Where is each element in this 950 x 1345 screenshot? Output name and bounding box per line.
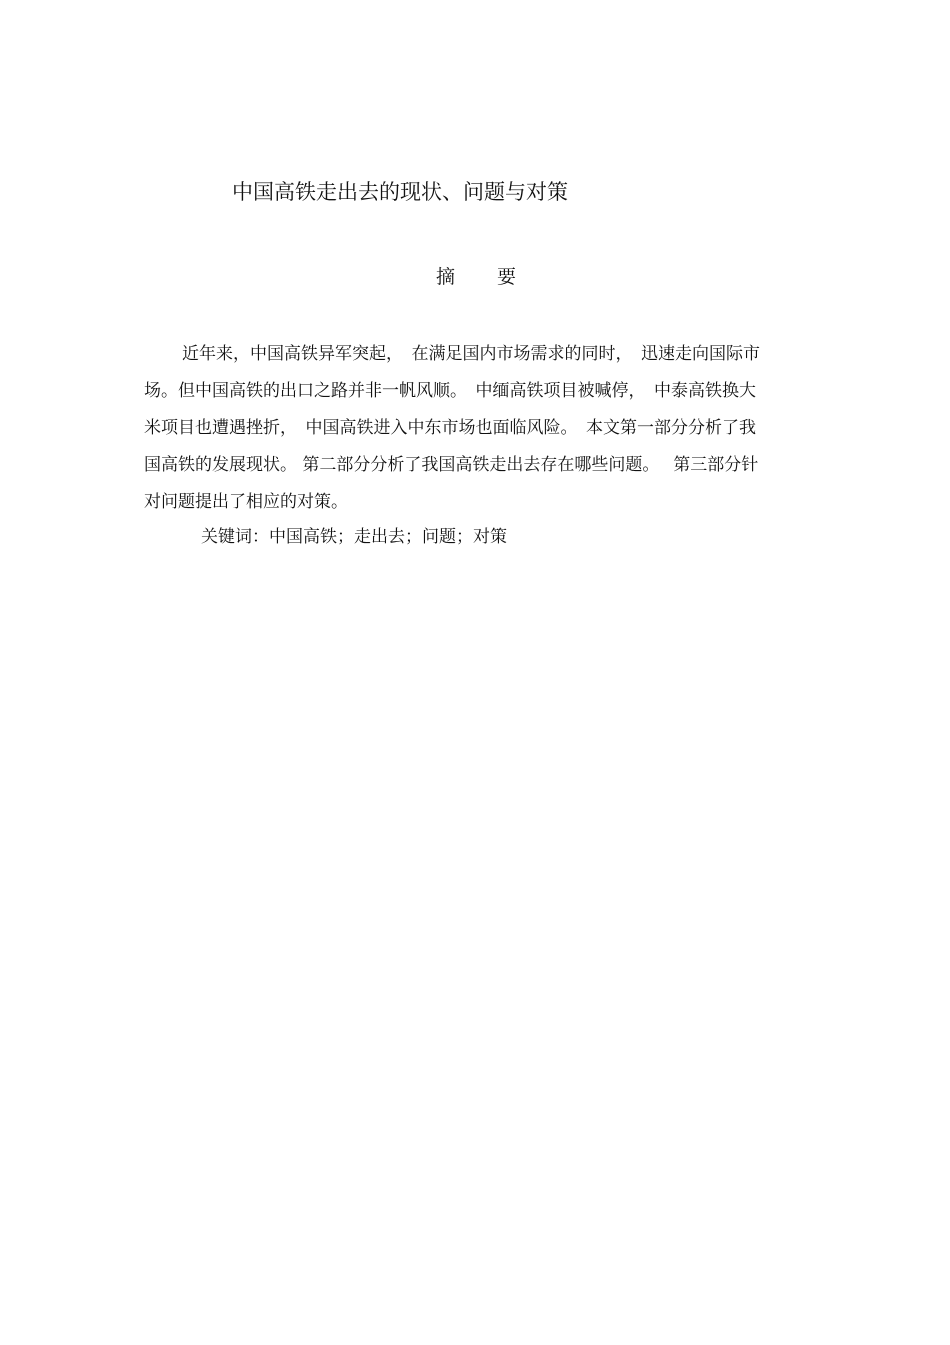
abstract-heading-char-2: 要 <box>497 266 517 288</box>
document-title: 中国高铁走出去的现状、问题与对策 <box>232 180 568 204</box>
abstract-line: 国高铁的发展现状。 第二部分分析了我国高铁走出去存在哪些问题。 第三部分针 <box>144 455 759 475</box>
abstract-line: 场。但中国高铁的出口之路并非一帆风顺。 中缅高铁项目被喊停， 中泰高铁换大 <box>144 381 756 401</box>
abstract-body <box>144 336 802 521</box>
abstract-heading-char-1: 摘 <box>436 266 456 288</box>
keywords-line: 关键词：中国高铁；走出去；问题；对策 <box>201 527 507 547</box>
abstract-line: 米项目也遭遇挫折， 中国高铁进入中东市场也面临风险。 本文第一部分分析了我 <box>144 418 756 438</box>
abstract-line: 近年来，中国高铁异军突起， 在满足国内市场需求的同时， 迅速走向国际市 <box>182 344 760 364</box>
abstract-heading <box>436 262 516 289</box>
abstract-line: 对问题提出了相应的对策。 <box>144 492 348 512</box>
